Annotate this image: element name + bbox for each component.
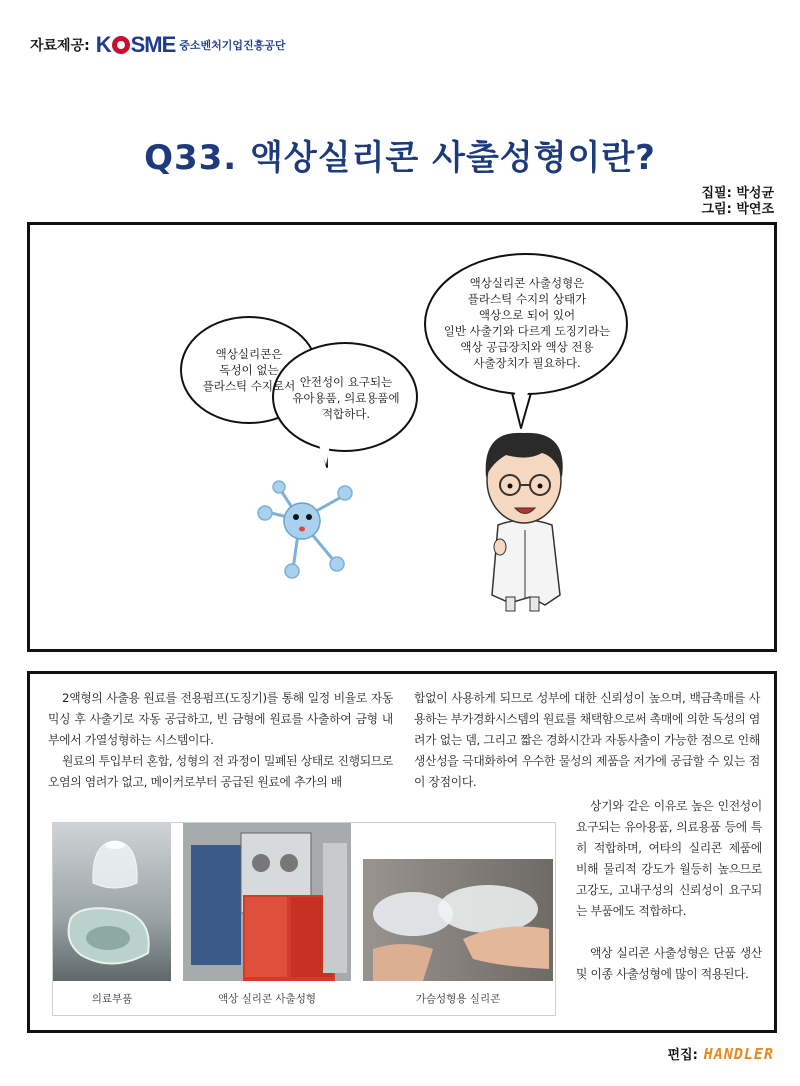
breast-implant-photo xyxy=(363,859,553,981)
page-title: Q33. 액상실리콘 사출성형이란? xyxy=(144,138,656,178)
article-column-right xyxy=(414,688,760,793)
writer-credit: 집필: 박성균 xyxy=(701,186,774,201)
editor-credit xyxy=(667,1044,774,1063)
paragraph: 상기와 같은 이유로 높은 인전성이 요구되는 유아용품, 의료용품 등에 특히 적합하며, 여타의 실리콘 제품에 비해 물리적 강도가 월등히 높으므로 고강도, 고내구성의 신뢰성이 요구되는 부품에도 적합하다. xyxy=(576,799,762,918)
medical-part-photo xyxy=(53,823,171,981)
caption-injection-molding: 액상 실리콘 사출성형 xyxy=(218,993,316,1005)
photo-strip xyxy=(52,822,556,1016)
article-column-narrow xyxy=(576,796,762,1006)
article-box xyxy=(27,671,777,1033)
editor-label: 편집: xyxy=(667,1048,698,1063)
paragraph: 원료의 투입부터 혼합, 성형의 전 과정이 밀폐된 상태로 진행되므로 오염의 염려가 없고, 메이커로부터 공급된 원료에 추가의 배 xyxy=(48,754,393,789)
bubble-text-1: 액상실리콘은 독성이 없는 플라스틱 수지로서 xyxy=(202,347,296,393)
credits xyxy=(701,186,774,218)
comic-panel xyxy=(27,222,777,652)
source-label: 자료제공: xyxy=(30,38,90,54)
kosme-logo xyxy=(96,32,286,58)
illustrator-credit: 그림: 박연조 xyxy=(701,202,774,217)
article-column-left xyxy=(48,688,393,793)
bubble-text-2: 안전성이 요구되는 유아용품, 의료용품에 적합하다. xyxy=(292,375,400,421)
bubble-text-3: 액상실리콘 사출성형은 플라스틱 수지의 상태가 액상으로 되어 있어 일반 사출기와 다르게 도징기라는 액상 공급장치와 액상 전용 사출장치가 필요하다. xyxy=(443,276,611,370)
kosme-org-name: 중소벤처기업진흥공단 xyxy=(179,39,286,52)
handler-logo: HANDLER xyxy=(703,1044,774,1063)
paragraph: 2액형의 사출용 원료를 전용펌프(도징기)를 통해 일정 비율로 자동 믹싱 후 사출기로 자동 공급하고, 빈 금형에 원료를 사출하여 금형 내부에서 가열성형하는 시스템이다. xyxy=(48,691,393,747)
molecule-character xyxy=(258,481,352,578)
paragraph: 합없이 사용하게 되므로 성부에 대한 신뢰성이 높으며, 백금촉매를 사용하는 부가경화시스템의 원료를 채택함으로써 촉매에 의한 독성의 염려가 없는 뎀, 그리고 짧은 경화시간과 자동사출이 가능한 점으로 인해 생산성을 극대화하여 우수한 물성의 제품을 저가에 공급할 수 있는 점이 장점이다. xyxy=(414,691,760,789)
paragraph: 액상 실리콘 사출성형은 단품 생산 및 이종 사출성형에 많이 적용된다. xyxy=(576,946,762,981)
caption-breast-implant: 가슴성형용 실리콘 xyxy=(415,993,501,1005)
comic-illustration xyxy=(30,225,774,649)
scientist-character xyxy=(486,433,563,611)
injection-machine-photo xyxy=(183,823,351,981)
caption-medical-parts: 의료부품 xyxy=(91,993,133,1005)
source-credit xyxy=(30,32,286,58)
kosme-logo-mark: K SME xyxy=(95,32,176,57)
